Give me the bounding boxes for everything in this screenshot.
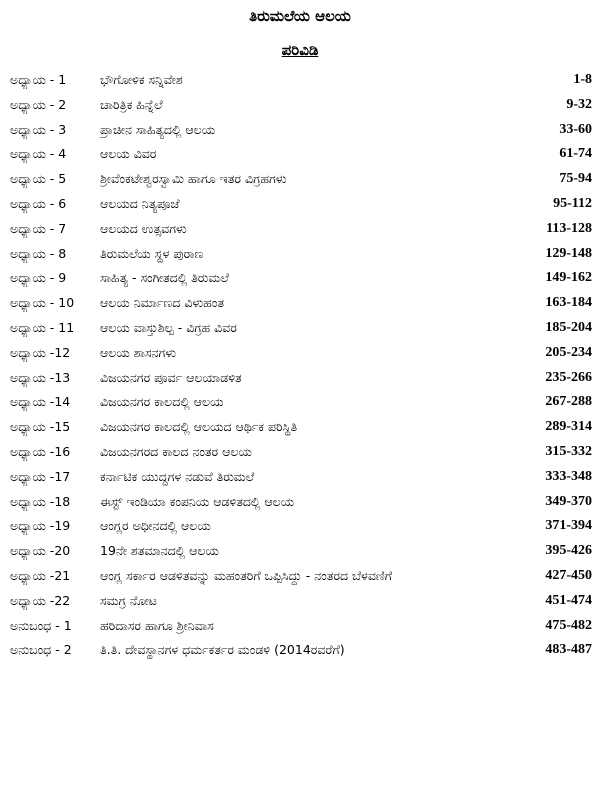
toc-row [0,514,600,539]
toc-chapter-label: ಅಧ್ಯಾಯ - 9 [10,270,67,286]
toc-entry-title: ಆಲಯದ ನಿತ್ಯಪೂಜೆ [100,195,180,211]
table-of-contents [0,68,600,663]
toc-page-range: 149-162 [545,270,592,286]
toc-page-range: 371-394 [545,518,592,534]
toc-entry-title: ಆಲಯ ಶಾಸನಗಳು [100,344,177,360]
toc-row [0,316,600,341]
toc-entry-title: ವಿಜಯನಗರದ ಕಾಲದ ನಂತರ ಆಲಯ [100,443,252,459]
toc-page-range: 289-314 [545,419,592,435]
toc-chapter-label: ಅನುಬಂಧ - 2 [10,642,72,658]
toc-chapter-label: ಅಧ್ಯಾಯ - 2 [10,96,67,112]
toc-row [0,242,600,267]
toc-entry-title: ಪ್ರಾಚೀನ ಸಾಹಿತ್ಯದಲ್ಲಿ ಆಲಯ [100,121,216,137]
toc-row [0,167,600,192]
toc-chapter-label: ಅನುಬಂಧ - 1 [10,617,72,633]
toc-entry-title: ವಿಜಯನಗರ ಪೂರ್ವ ಆಲಯಾಡಳಿತ [100,369,242,385]
contents-heading: ಪರಿವಿಡಿ [281,41,319,59]
toc-row [0,341,600,366]
toc-row [0,490,600,515]
toc-page-range: 75-94 [559,171,592,187]
toc-page-range: 349-370 [545,493,592,509]
toc-page-range: 61-74 [559,146,592,162]
toc-page-range: 475-482 [545,617,592,633]
toc-entry-title: ಹರಿದಾಸರ ಹಾಗೂ ಶ್ರೀನಿವಾಸ [100,617,214,633]
toc-chapter-label: ಅಧ್ಯಾಯ - 10 [10,295,75,311]
toc-row [0,142,600,167]
toc-entry-title: ಆಲಯ ನಿರ್ಮಾಣದ ವಿಳುಹಂತ [100,295,224,311]
toc-page-range: 185-204 [545,319,592,335]
toc-chapter-label: ಅಧ್ಯಾಯ - 7 [10,220,67,236]
toc-chapter-label: ಅಧ್ಯಾಯ - 6 [10,195,67,211]
toc-entry-title: 19ನೇ ಶತಮಾನದಲ್ಲಿ ಆಲಯ [100,543,219,559]
toc-page-range: 129-148 [545,245,592,261]
toc-row [0,539,600,564]
toc-page-range: 483-487 [545,642,592,658]
toc-page-range: 113-128 [546,220,592,236]
toc-chapter-label: ಅಧ್ಯಾಯ -13 [10,369,71,385]
toc-row [0,291,600,316]
toc-entry-title: ಆಂಗ್ಲರ ಅಧೀನದಲ್ಲಿ ಆಲಯ [100,518,211,534]
toc-page-range: 205-234 [545,344,592,360]
toc-row [0,390,600,415]
toc-entry-title: ಕರ್ನಾಟಿಕ ಯುದ್ಧಗಳ ನಡುವೆ ತಿರುಮಲೆ [100,468,255,484]
toc-row [0,465,600,490]
toc-page-range: 1-8 [573,72,592,87]
toc-page-range: 395-426 [545,543,592,559]
toc-page-range: 235-266 [545,369,592,385]
toc-entry-title: ತಿ.ತಿ. ದೇವಸ್ಥಾನಗಳ ಧರ್ಮಕರ್ತರ ಮಂಡಳಿ (2014ರವರೆಗೆ) [100,642,345,658]
book-title: ತಿರುಮಲೆಯ ಆಲಯ [249,7,351,25]
toc-entry-title: ಶ್ರೀವೆಂಕಟೇಶ್ವರಸ್ವಾಮಿ ಹಾಗೂ ಇತರ ವಿಗ್ರಹಗಳು [100,171,287,187]
toc-chapter-label: ಅಧ್ಯಾಯ - 8 [10,245,67,261]
toc-entry-title: ಸಾಹಿತ್ಯ - ಸಂಗೀತದಲ್ಲಿ ತಿರುಮಲೆ [100,270,229,286]
toc-entry-title: ಆಂಗ್ಲ ಸರ್ಕಾರ ಆಡಳಿತವನ್ನು ಮಹಂತರಿಗೆ ಒಪ್ಪಿಸಿದ್ದು - ನಂತರದ ಬೆಳವಣಿಗೆ [100,567,392,583]
toc-entry-title: ತಿರುಮಲೆಯ ಸ್ಥಳ ಪುರಾಣ [100,245,204,261]
toc-row [0,440,600,465]
toc-chapter-label: ಅಧ್ಯಾಯ - 4 [10,146,67,162]
toc-chapter-label: ಅಧ್ಯಾಯ -21 [10,567,71,583]
toc-entry-title: ಚಾರಿತ್ರಿಕ ಹಿನ್ನೆಲೆ [100,96,163,112]
toc-row [0,217,600,242]
toc-chapter-label: ಅಧ್ಯಾಯ -19 [10,518,71,534]
toc-chapter-label: ಅಧ್ಯಾಯ -18 [10,493,71,509]
toc-chapter-label: ಅಧ್ಯಾಯ -12 [10,344,71,360]
toc-chapter-label: ಅಧ್ಯಾಯ -15 [10,419,71,435]
toc-row [0,93,600,118]
toc-row [0,366,600,391]
toc-chapter-label: ಅಧ್ಯಾಯ -14 [10,394,71,410]
toc-page-range: 267-288 [545,394,592,410]
toc-page-range: 333-348 [545,468,592,484]
toc-chapter-label: ಅಧ್ಯಾಯ -16 [10,443,71,459]
toc-entry-title: ಸಮಗ್ರ ನೋಟ [100,592,157,608]
toc-entry-title: ಆಲಯ ವಾಸ್ತುಶಿಲ್ಪ - ವಿಗ್ರಹ ವಿವರ [100,319,237,335]
toc-row [0,68,600,93]
toc-row [0,118,600,143]
toc-chapter-label: ಅಧ್ಯಾಯ - 5 [10,171,67,187]
toc-row [0,614,600,639]
toc-chapter-label: ಅಧ್ಯಾಯ -22 [10,592,71,608]
toc-entry-title: ಈಸ್ಟ್ ಇಂಡಿಯಾ ಕಂಪನಿಯ ಆಡಳಿತದಲ್ಲಿ ಆಲಯ [100,493,295,509]
toc-chapter-label: ಅಧ್ಯಾಯ - 11 [10,319,75,335]
toc-page-range: 427-450 [545,567,592,583]
toc-page-range: 163-184 [545,295,592,311]
toc-page-range: 315-332 [545,443,592,459]
toc-entry-title: ಆಲಯ ವಿವರ [100,146,157,162]
toc-chapter-label: ಅಧ್ಯಾಯ - 3 [10,121,67,137]
toc-row [0,415,600,440]
toc-page-range: 33-60 [559,121,592,137]
toc-entry-title: ವಿಜಯನಗರ ಕಾಲದಲ್ಲಿ ಆಲಯದ ಆರ್ಥಿಕ ಪರಿಸ್ಥಿತಿ [100,419,298,435]
toc-page-range: 451-474 [545,592,592,608]
toc-page-range: 95-112 [553,195,592,211]
toc-row [0,564,600,589]
toc-chapter-label: ಅಧ್ಯಾಯ - 1 [10,72,67,87]
toc-page-range: 9-32 [566,96,592,112]
toc-row [0,589,600,614]
toc-row [0,266,600,291]
toc-entry-title: ಭೌಗೋಳಿಕ ಸನ್ನಿವೇಶ [100,72,183,87]
toc-entry-title: ಆಲಯದ ಉತ್ಸವಗಳು [100,220,187,236]
toc-entry-title: ವಿಜಯನಗರ ಕಾಲದಲ್ಲಿ ಆಲಯ [100,394,224,410]
toc-chapter-label: ಅಧ್ಯಾಯ -17 [10,468,71,484]
toc-row [0,638,600,663]
toc-chapter-label: ಅಧ್ಯಾಯ -20 [10,543,71,559]
toc-row [0,192,600,217]
